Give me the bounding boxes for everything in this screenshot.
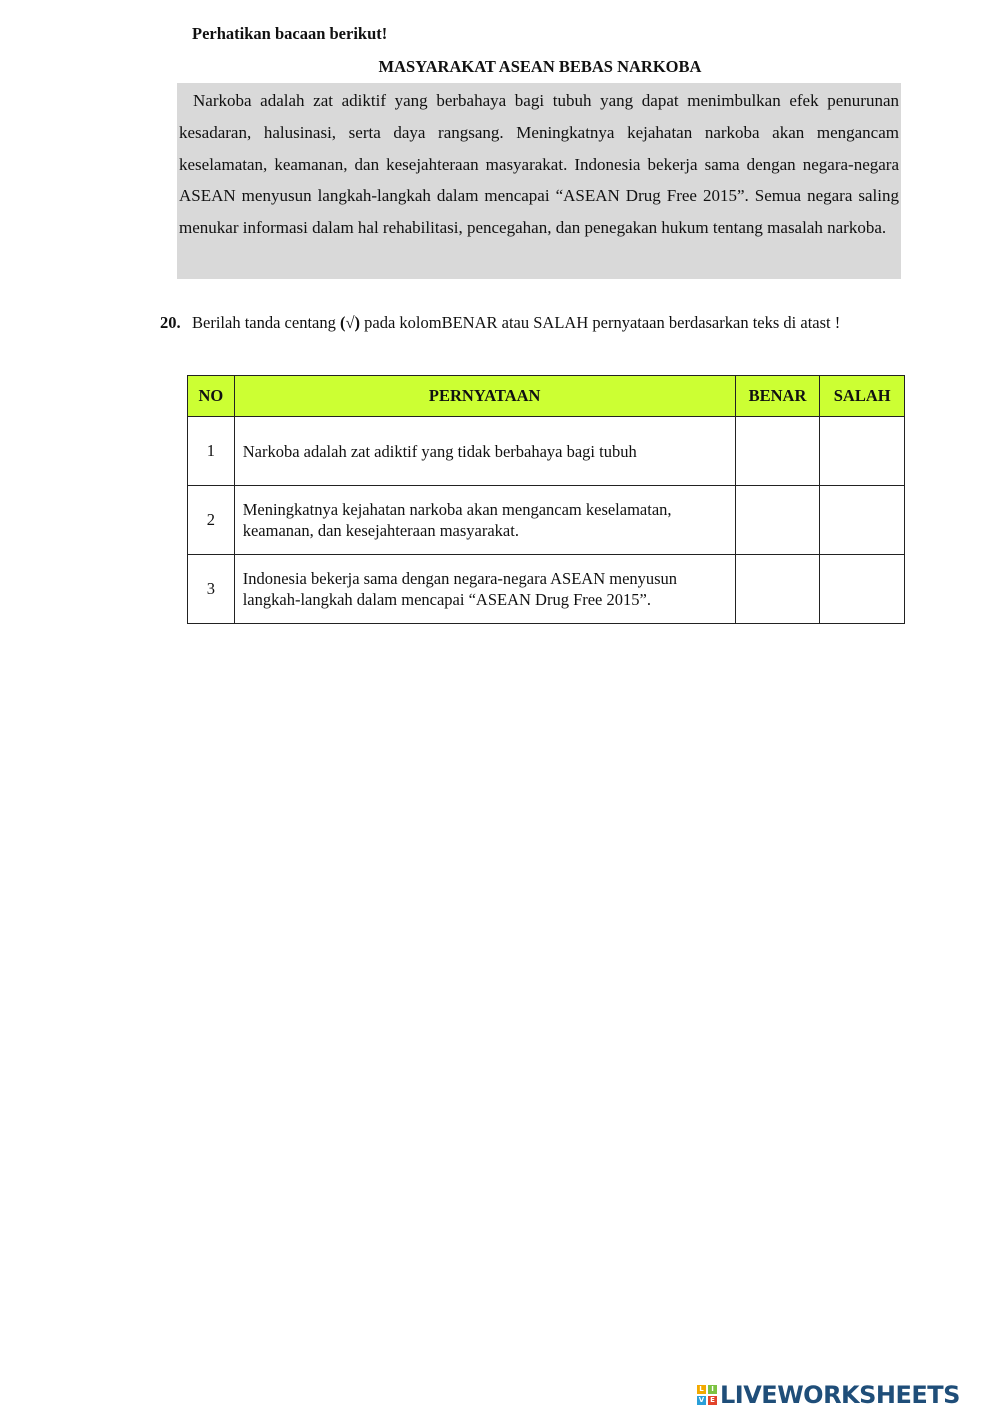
- table-row: [188, 417, 905, 486]
- row-number: 1: [188, 417, 235, 486]
- intro-heading: Perhatikan bacaan berikut!: [192, 24, 388, 43]
- question-number: 20.: [160, 313, 181, 332]
- row-statement: Meningkatnya kejahatan narkoba akan mengancam keselamatan, keamanan, dan kesejahteraan masyarakat.: [234, 486, 735, 555]
- logo-mark-letter: L: [697, 1385, 706, 1394]
- row-number: 2: [188, 486, 235, 555]
- true-false-table: [187, 375, 905, 624]
- reading-passage-text: Narkoba adalah zat adiktif yang berbahaya bagi tubuh yang dapat menimbulkan efek penurunan kesadaran, halusinasi, serta daya rangsang. Meningkatnya kejahatan narkoba akan mengancam keselamatan, keamanan, dan kesejahteraan masyarakat. Indonesia bekerja sama dengan negara-negara ASEAN menyusun langkah-langkah dalam mencapai “ASEAN Drug Free 2015”. Semua negara saling menukar informasi dalam hal rehabilitasi, pencegahan, dan penegakan hukum tentang masalah narkoba.: [179, 91, 899, 238]
- reading-passage-box: [177, 83, 901, 279]
- logo-mark-letter: I: [708, 1385, 717, 1394]
- logo-mark-letter: V: [698, 1396, 705, 1404]
- header-statement: PERNYATAAN: [234, 376, 735, 417]
- answer-true-cell-1[interactable]: [735, 417, 820, 486]
- liveworksheets-logo: [697, 1380, 960, 1410]
- question-text: [192, 308, 904, 338]
- answer-true-cell-3[interactable]: [735, 555, 820, 624]
- row-number: 3: [188, 555, 235, 624]
- answer-false-cell-1[interactable]: [820, 417, 905, 486]
- row-statement: Narkoba adalah zat adiktif yang tidak berbahaya bagi tubuh: [234, 417, 735, 486]
- check-mark-symbol: (√): [339, 313, 361, 332]
- table-row: [188, 555, 905, 624]
- logo-mark-letter: E: [708, 1396, 717, 1405]
- answer-false-cell-3[interactable]: [820, 555, 905, 624]
- answer-true-cell-2[interactable]: [735, 486, 820, 555]
- question-text-after: pada kolomBENAR atau SALAH pernyataan berdasarkan teks di atast !: [360, 313, 841, 332]
- liveworksheets-logo-icon: [697, 1385, 717, 1405]
- table-row: [188, 486, 905, 555]
- logo-text: LIVEWORKSHEETS: [720, 1381, 960, 1409]
- header-no: NO: [188, 376, 235, 417]
- answer-false-cell-2[interactable]: [820, 486, 905, 555]
- reading-title: MASYARAKAT ASEAN BEBAS NARKOBA: [378, 57, 702, 76]
- header-true: BENAR: [735, 376, 820, 417]
- question-text-before: Berilah tanda centang: [192, 313, 336, 332]
- row-statement: Indonesia bekerja sama dengan negara-negara ASEAN menyusun langkah-langkah dalam mencapai “ASEAN Drug Free 2015”.: [234, 555, 735, 624]
- header-false: SALAH: [820, 376, 905, 417]
- table-header-row: [188, 376, 905, 417]
